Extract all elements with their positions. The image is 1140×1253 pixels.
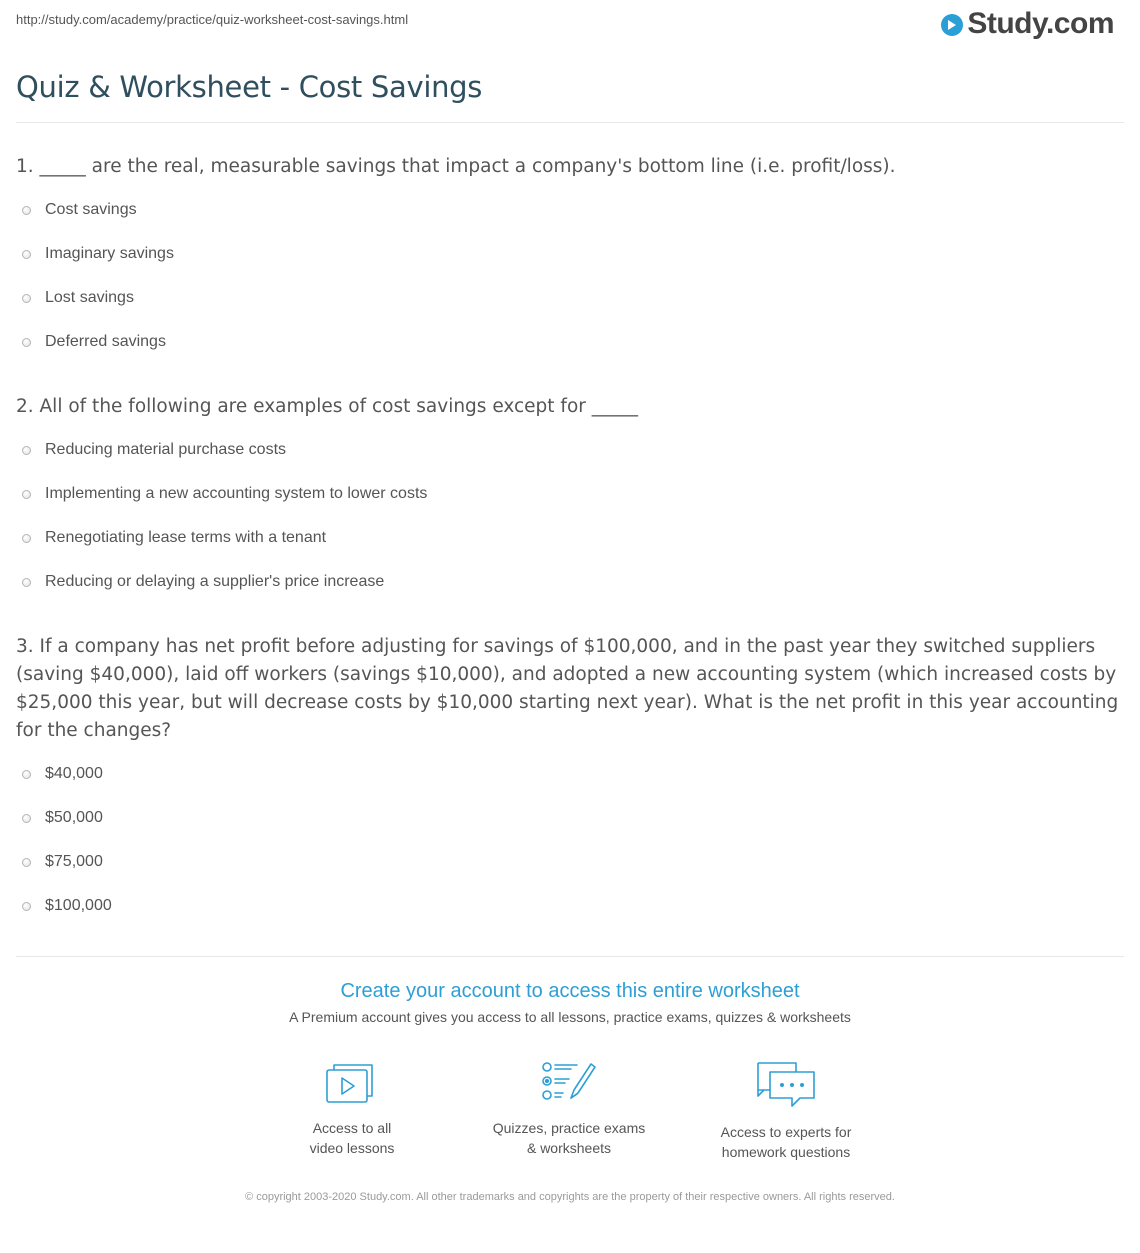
- video-lessons-icon: [324, 1060, 380, 1106]
- logo-wordmark: Study.com: [967, 7, 1114, 40]
- radio-button[interactable]: [22, 534, 31, 543]
- divider: [16, 122, 1124, 123]
- radio-button[interactable]: [22, 814, 31, 823]
- option-label: Lost savings: [45, 289, 134, 306]
- question-3-option-4[interactable]: [22, 895, 112, 917]
- feature-quizzes: [469, 1060, 669, 1158]
- chat-bubbles-icon: [754, 1060, 818, 1110]
- radio-button[interactable]: [22, 858, 31, 867]
- question-1-option-3[interactable]: [22, 287, 134, 309]
- copyright-text: © copyright 2003-2020 Study.com. All other trademarks and copyrights are the property of their respective owners. All rights reserved.: [245, 1191, 895, 1203]
- play-circle-icon: [941, 14, 963, 36]
- feature-label: Quizzes, practice exams & worksheets: [492, 1120, 646, 1156]
- question-3-option-2[interactable]: [22, 807, 103, 829]
- question-2-option-3[interactable]: [22, 527, 326, 549]
- study-logo[interactable]: [941, 6, 1114, 42]
- option-label: $50,000: [45, 809, 103, 826]
- option-label: Renegotiating lease terms with a tenant: [45, 529, 327, 546]
- create-account-link[interactable]: Create your account to access this entire worksheet: [340, 980, 800, 1002]
- question-2-text: 2. All of the following are examples of cost savings except for _____: [16, 396, 638, 417]
- feature-video-lessons: [252, 1060, 452, 1158]
- radio-button[interactable]: [22, 446, 31, 455]
- question-3-option-3[interactable]: [22, 851, 103, 873]
- radio-button[interactable]: [22, 294, 31, 303]
- cta-subtitle: A Premium account gives you access to all lessons, practice exams, quizzes & worksheets: [289, 1009, 851, 1025]
- page-url: http://study.com/academy/practice/quiz-worksheet-cost-savings.html: [16, 12, 409, 27]
- divider: [16, 956, 1124, 957]
- option-label: $40,000: [45, 765, 103, 782]
- option-label: Reducing material purchase costs: [45, 441, 287, 458]
- option-label: Implementing a new accounting system to lower costs: [45, 485, 428, 502]
- option-label: Imaginary savings: [45, 245, 174, 262]
- option-label: $75,000: [45, 853, 103, 870]
- question-1-option-4[interactable]: [22, 331, 166, 353]
- question-2-option-1[interactable]: [22, 439, 286, 461]
- question-2-option-4[interactable]: [22, 571, 384, 593]
- question-3-option-1[interactable]: [22, 763, 103, 785]
- question-1-text: 1. _____ are the real, measurable savings that impact a company's bottom line (i.e. profit/loss).: [16, 156, 896, 177]
- radio-button[interactable]: [22, 490, 31, 499]
- option-label: Cost savings: [45, 201, 137, 218]
- feature-experts: [686, 1060, 886, 1162]
- option-label: $100,000: [45, 897, 112, 914]
- radio-button[interactable]: [22, 250, 31, 259]
- radio-button[interactable]: [22, 770, 31, 779]
- question-3-text: 3. If a company has net profit before adjusting for savings of $100,000, and in the past year they switched suppliers (saving $40,000), laid off workers (savings $10,000), and adopted a new accounting system (which increased costs by $25,000 this year, but will decrease costs by $10,000 starting next year). What is the net profit in this year accounting for the changes?: [16, 636, 1119, 741]
- radio-button[interactable]: [22, 578, 31, 587]
- page-title: Quiz & Worksheet - Cost Savings: [16, 70, 483, 104]
- question-1-option-1[interactable]: [22, 199, 137, 221]
- quiz-checklist-icon: [541, 1060, 597, 1106]
- radio-button[interactable]: [22, 206, 31, 215]
- radio-button[interactable]: [22, 902, 31, 911]
- option-label: Deferred savings: [45, 333, 166, 350]
- option-label: Reducing or delaying a supplier's price increase: [45, 573, 385, 590]
- question-2-option-2[interactable]: [22, 483, 427, 505]
- feature-label: Access to experts for homework questions: [720, 1124, 852, 1160]
- radio-button[interactable]: [22, 338, 31, 347]
- question-1-option-2[interactable]: [22, 243, 174, 265]
- feature-label: Access to all video lessons: [309, 1120, 395, 1156]
